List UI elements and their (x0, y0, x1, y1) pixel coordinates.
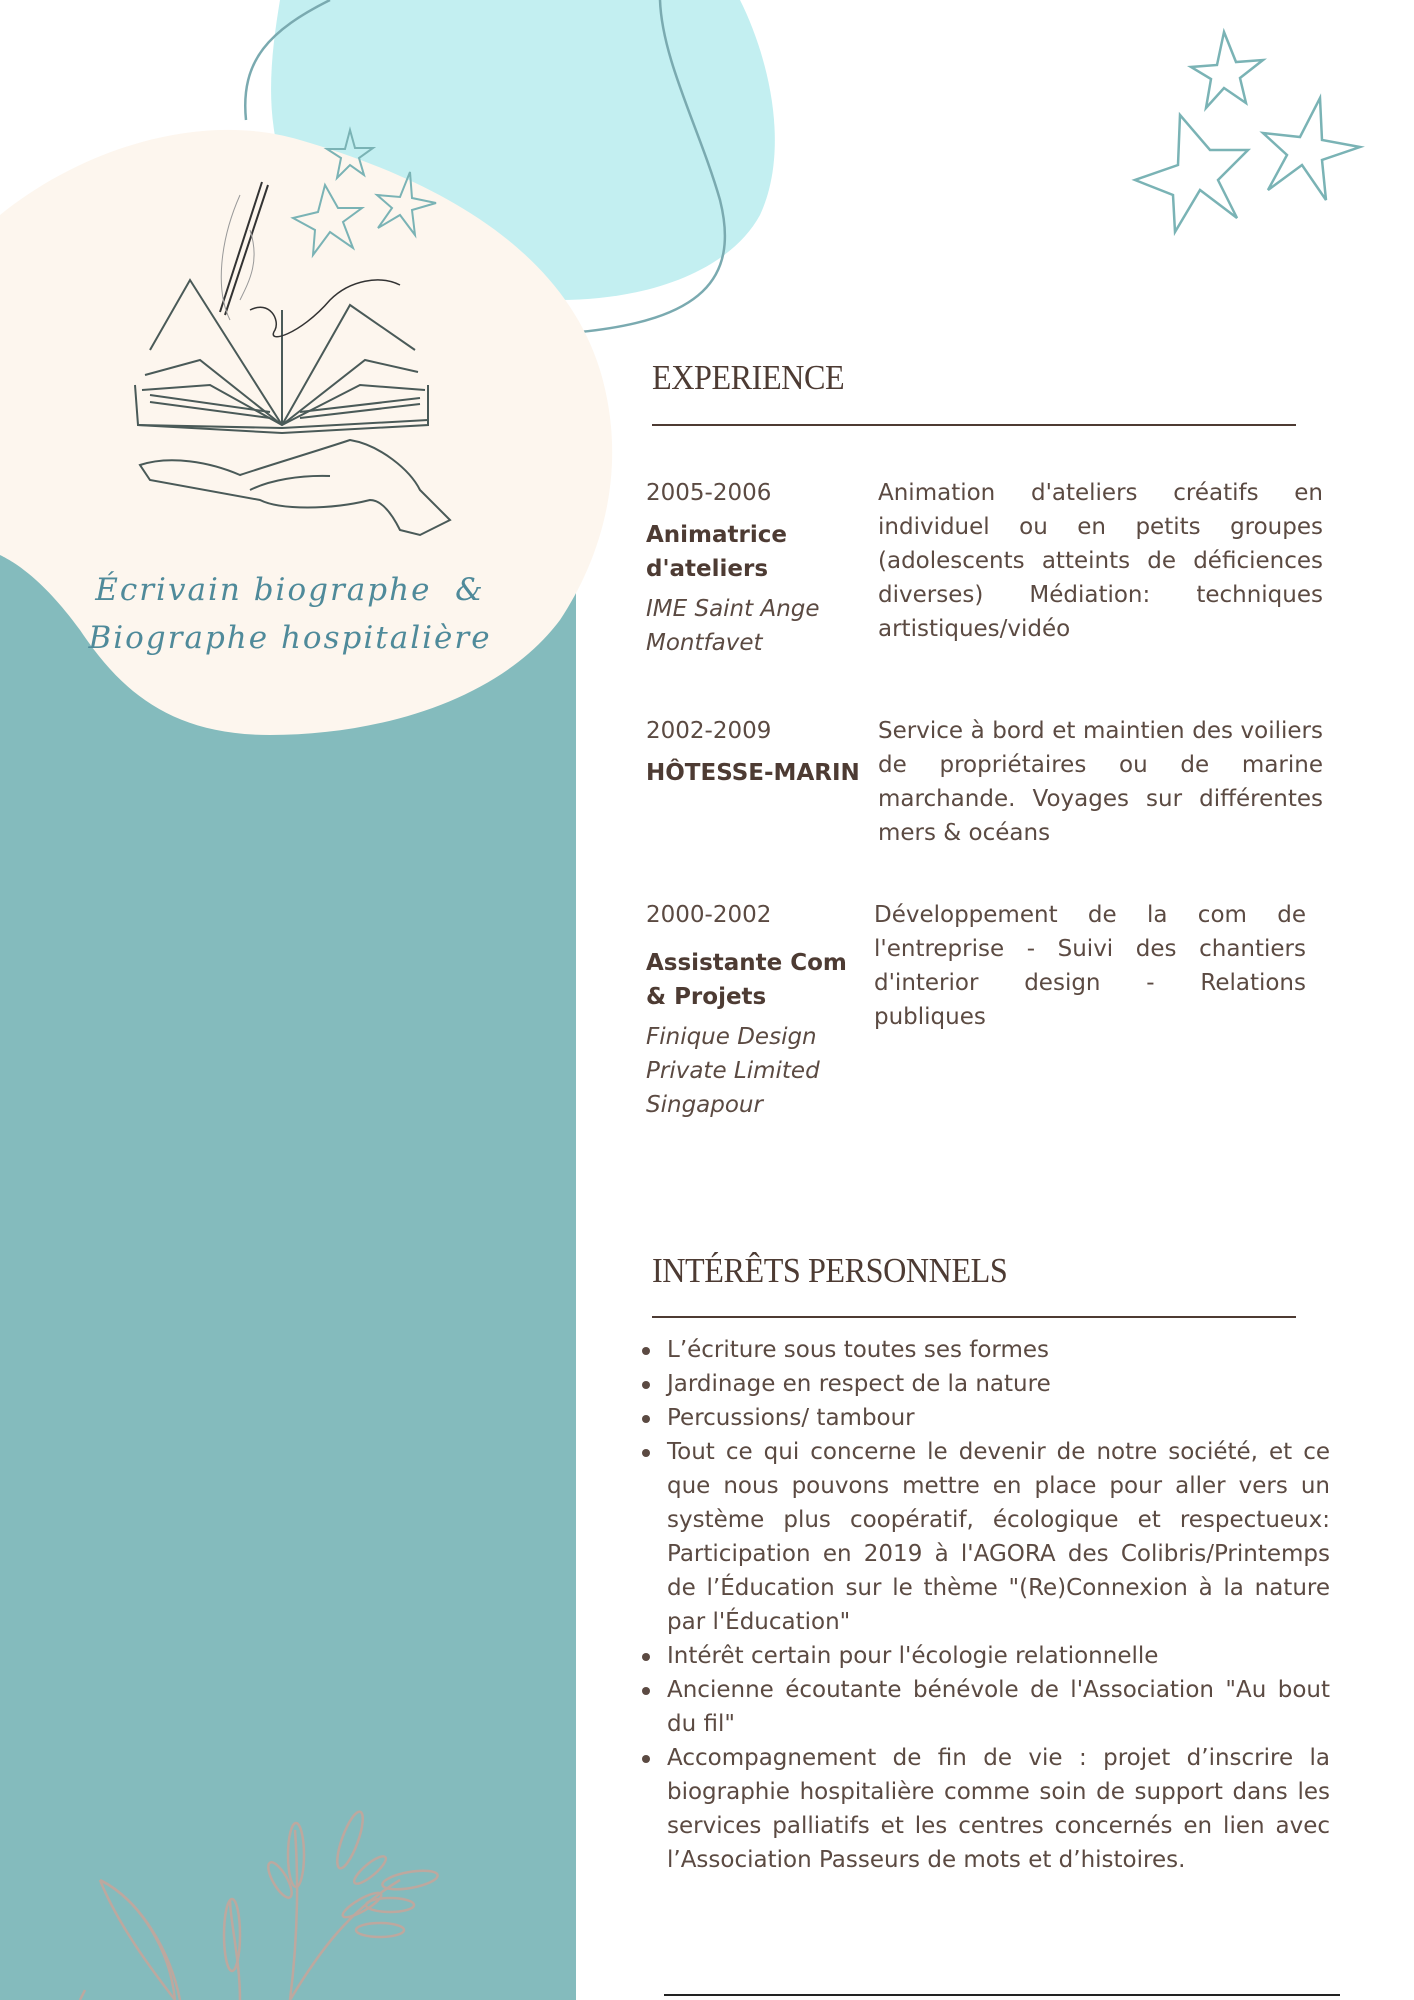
role-line: Assistante Com (646, 950, 847, 976)
org-line: IME Saint Ange (646, 596, 820, 622)
entry-organization (646, 1020, 866, 1122)
title-line-1: Écrivain biographe & (95, 572, 485, 608)
interest-item: Jardinage en respect de la nature (640, 1367, 1330, 1401)
interests-divider (652, 1316, 1296, 1318)
entry-role (646, 756, 866, 790)
role-line: d'ateliers (646, 556, 769, 582)
bottom-divider (664, 1994, 1340, 1996)
org-line: Singapour (646, 1092, 763, 1118)
role-line: & Projets (646, 984, 767, 1010)
experience-heading: EXPERIENCE (652, 358, 845, 397)
entry-role (646, 946, 866, 1014)
role-line: HÔTESSE-MARIN (646, 760, 860, 786)
entry-description: Développement de la com de l'entreprise - Suivi des chantiers d'interior design - Relations publiques (874, 902, 1306, 1030)
interest-item: Tout ce qui concerne le devenir de notre société, et ce que nous pouvons mettre en place pour aller vers un système plus coopératif, écologique et respectueux: Participation en 2019 à l'AGORA des Colibris/Printemps de l’Éducation sur le thème "(Re)Connexion à la nature par l'Éducation" (640, 1435, 1330, 1639)
entry-description: Animation d'ateliers créatifs en individuel ou en petits groupes (adolescents atteints de déficiences diverses) Médiation: techniques artistiques/vidéo (878, 480, 1323, 642)
sidebar-panel (0, 520, 576, 2000)
org-line: Private Limited (646, 1058, 820, 1084)
interest-item: Ancienne écoutante bénévole de l'Association "Au bout du fil" (640, 1673, 1330, 1741)
entry-date: 2002-2009 (646, 718, 772, 744)
entry-organization (646, 592, 866, 660)
interest-item: Accompagnement de fin de vie : projet d’inscrire la biographie hospitalière comme soin de support dans les services palliatifs et les centres concernés en lien avec l’Association Passeurs de mots et d’histoires. (640, 1741, 1330, 1877)
entry-date: 2005-2006 (646, 480, 772, 506)
interests-list (640, 1333, 1330, 1877)
interests-heading: INTÉRÊTS PERSONNELS (652, 1251, 1008, 1290)
role-line: Animatrice (646, 522, 787, 548)
experience-divider (652, 424, 1296, 426)
entry-date: 2000-2002 (646, 902, 772, 928)
interest-item: Intérêt certain pour l'écologie relationnelle (640, 1639, 1330, 1673)
org-line: Montfavet (646, 630, 763, 656)
org-line: Finique Design (646, 1024, 817, 1050)
stars-icon (1135, 32, 1360, 232)
interest-item: L’écriture sous toutes ses formes (640, 1333, 1330, 1367)
entry-role (646, 518, 866, 586)
profile-title (60, 566, 520, 662)
interest-item: Percussions/ tambour (640, 1401, 1330, 1435)
entry-description: Service à bord et maintien des voiliers de propriétaires ou de marine marchande. Voyages sur différentes mers & océans (878, 718, 1323, 846)
title-line-2: Biographe hospitalière (88, 620, 492, 656)
